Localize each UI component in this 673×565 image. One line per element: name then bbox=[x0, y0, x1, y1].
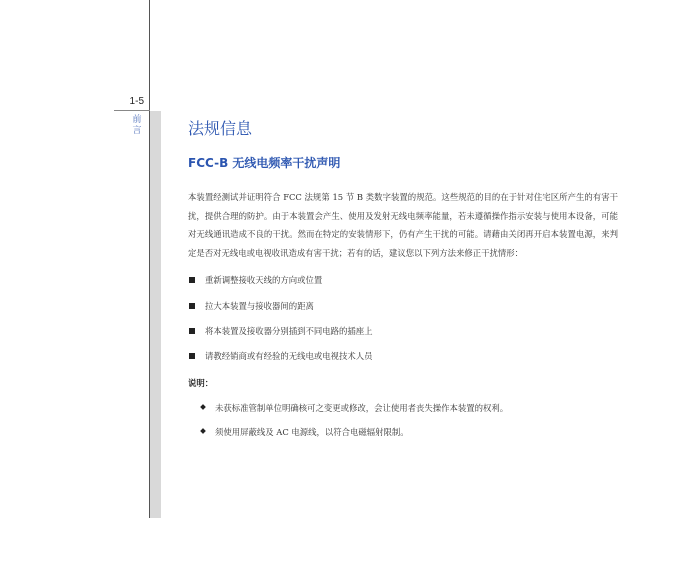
note-item bbox=[200, 396, 618, 420]
note-list bbox=[200, 396, 618, 444]
list-item-text: 请教经销商或有经验的无线电或电视技术人员 bbox=[205, 351, 373, 362]
list-item bbox=[188, 268, 618, 293]
diamond-bullet-icon bbox=[200, 428, 206, 434]
square-bullet-icon bbox=[189, 277, 195, 283]
section-tab: 前 言 bbox=[132, 115, 142, 136]
bullet-list bbox=[188, 268, 618, 369]
list-item-text: 拉大本装置与接收器间的距离 bbox=[205, 300, 314, 311]
list-item bbox=[188, 294, 618, 319]
list-item bbox=[188, 344, 618, 369]
section-subtitle: FCC-B 无线电频率干扰声明 bbox=[188, 156, 341, 170]
list-item-text: 重新调整接收天线的方向或位置 bbox=[205, 275, 323, 286]
note-item bbox=[200, 420, 618, 444]
content-area bbox=[188, 118, 618, 444]
note-label: 说明： bbox=[188, 377, 214, 388]
page-title: 法规信息 bbox=[188, 119, 253, 138]
top-vertical-rule bbox=[149, 0, 150, 111]
list-item-text: 将本装置及接收器分别插到不同电路的插座上 bbox=[205, 325, 373, 336]
square-bullet-icon bbox=[189, 303, 195, 309]
body-paragraph: 本装置经测试并证明符合 FCC 法规第 15 节 B 类数字装置的规范。这些规范的目的在于针对住宅区所产生的有害干扰，提供合理的防护。由于本装置会产生、使用及发射无线电频率能量，若未遵循操作指示安装与使用本设备，可能对无线通讯造成不良的干扰。然而在特定的安装情形下，仍有产生干扰的可能。请藉由关闭再开启本装置电源，来判定是否对无线电或电视收讯造成有害干扰；若有的话，建议您以下列方法来修正干扰情形： bbox=[188, 192, 618, 258]
note-item-text: 未获标准管制单位明确核可之变更或修改，会让使用者丧失操作本装置的权利。 bbox=[215, 402, 509, 413]
square-bullet-icon bbox=[189, 328, 195, 334]
list-item bbox=[188, 319, 618, 344]
page-number: 1-5 bbox=[129, 96, 144, 107]
side-gray-band bbox=[149, 111, 161, 518]
square-bullet-icon bbox=[189, 353, 195, 359]
header-rule bbox=[114, 110, 150, 111]
diamond-bullet-icon bbox=[200, 404, 206, 410]
note-item-text: 须使用屏蔽线及 AC 电源线，以符合电磁辐射限制。 bbox=[215, 426, 409, 437]
